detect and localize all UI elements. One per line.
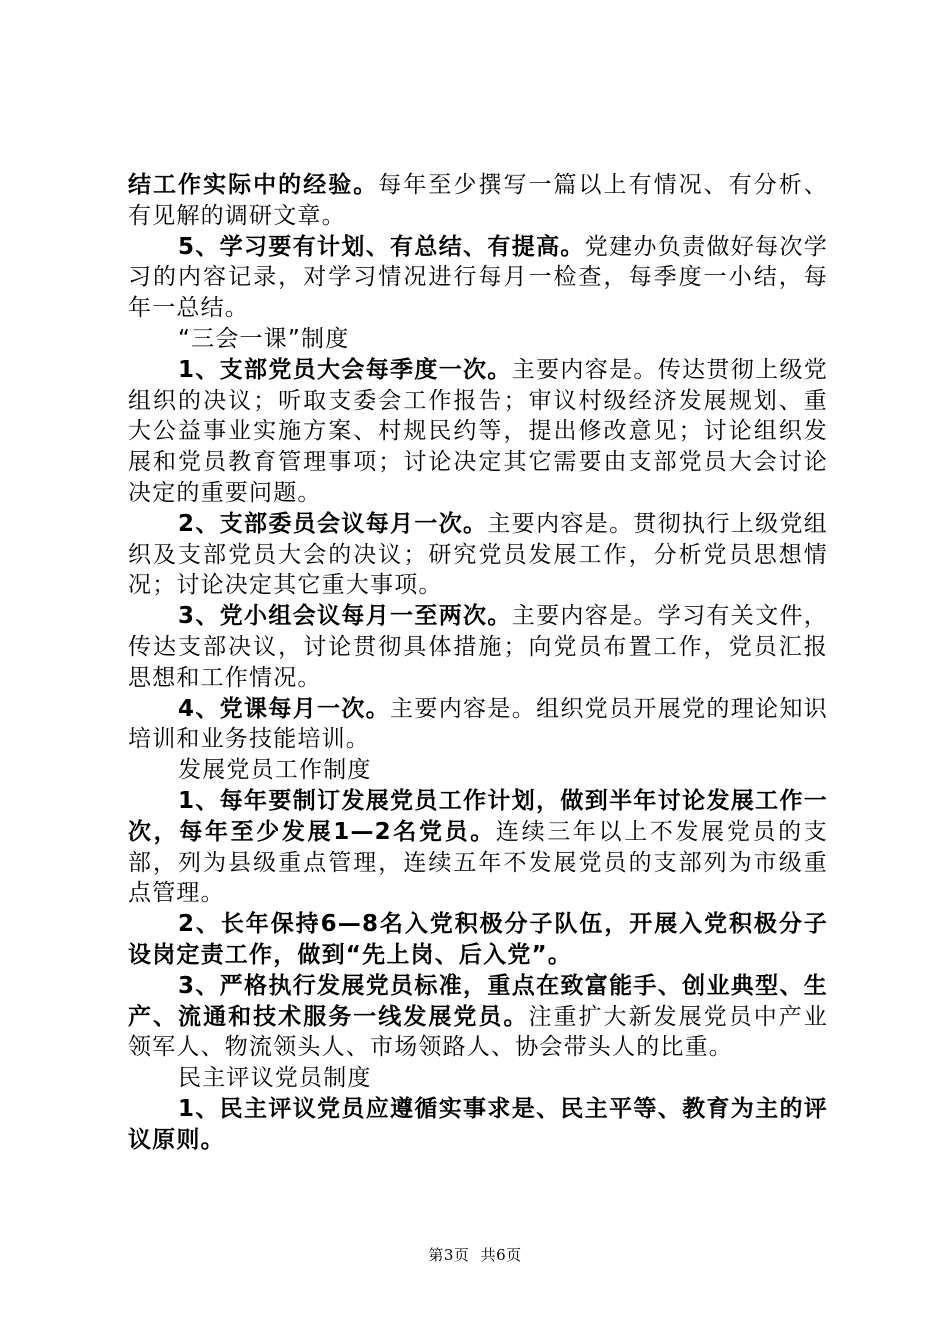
body-paragraph bbox=[128, 355, 828, 509]
paragraph-lead-bold: 2、支部委员会议每月一次。 bbox=[178, 510, 488, 537]
body-paragraph bbox=[128, 694, 828, 756]
body-paragraph bbox=[128, 601, 828, 693]
document-body bbox=[128, 170, 828, 1156]
page-total: 共6页 bbox=[480, 1246, 522, 1264]
body-paragraph bbox=[128, 909, 828, 971]
page-footer bbox=[0, 1244, 950, 1265]
section-heading: “三会一课”制度 bbox=[178, 325, 350, 352]
paragraph-text: 主要内容是。组织党员开展党的理论知识培训和业务技能培训。 bbox=[128, 695, 828, 753]
body-paragraph bbox=[128, 1094, 828, 1156]
paragraph-lead-bold: 3、党小组会议每月一至两次。 bbox=[178, 603, 512, 630]
paragraph-text: 注重扩大新发展党员中产业领军人、物流领头人、市场领路人、协会带头人的比重。 bbox=[128, 1003, 828, 1061]
paragraph-lead-bold: 1、支部党员大会每季度一次。 bbox=[178, 356, 512, 383]
paragraph-text: 主要内容是。学习有关文件，传达支部决议，讨论贯彻具体措施；向党员布置工作，党员汇报思想和工作情况。 bbox=[128, 603, 828, 691]
paragraph-lead-bold: 1、每年要制订发展党员工作计划，做到半年讨论发展工作一次，每年至少发展1—2名党员。 bbox=[128, 787, 828, 845]
body-paragraph bbox=[128, 971, 828, 1063]
paragraph-lead-bold: 5、学习要有计划、有总结、有提高。 bbox=[178, 233, 585, 260]
body-paragraph bbox=[128, 786, 828, 909]
section-heading: 发展党员工作制度 bbox=[178, 757, 372, 784]
section-heading: 民主评议党员制度 bbox=[178, 1065, 372, 1092]
paragraph-lead-bold: 结工作实际中的经验。 bbox=[128, 172, 379, 198]
paragraph-lead-bold: 4、党课每月一次。 bbox=[178, 695, 391, 722]
page-number: 第3页 bbox=[428, 1246, 470, 1264]
paragraph-lead-bold: 2、长年保持6—8名入党积极分子队伍，开展入党积极分子设岗定责工作，做到“先上岗、后入党”。 bbox=[128, 911, 828, 968]
body-paragraph bbox=[128, 232, 828, 324]
paragraph-text: 主要内容是。贯彻执行上级党组织及支部党员大会的决议；研究党员发展工作，分析党员思想情况；讨论决定其它重大事项。 bbox=[128, 510, 828, 599]
paragraph-text: 每年至少撰写一篇以上有情况、有分析、有见解的调研文章。 bbox=[128, 172, 828, 229]
paragraph-text: 主要内容是。传达贯彻上级党组织的决议；听取支委会工作报告；审议村级经济发展规划、重大公益事业实施方案、村规民约等，提出修改意见；讨论组织发展和党员教育管理事项；讨论决定其它需要由支部党员大会讨论决定的重要问题。 bbox=[128, 356, 828, 506]
paragraph-text: 党建办负责做好每次学习的内容记录，对学习情况进行每月一检查，每季度一小结，每年一总结。 bbox=[128, 233, 829, 322]
body-paragraph bbox=[128, 509, 828, 601]
paragraph-lead-bold: 3、严格执行发展党员标准，重点在致富能手、创业典型、生产、流通和技术服务一线发展党员。 bbox=[128, 972, 828, 1030]
paragraph-text: 连续三年以上不发展党员的支部，列为县级重点管理，连续五年不发展党员的支部列为市级重点管理。 bbox=[128, 818, 828, 907]
body-paragraph bbox=[128, 170, 828, 232]
paragraph-lead-bold: 1、民主评议党员应遵循实事求是、民主平等、教育为主的评议原则。 bbox=[128, 1095, 828, 1153]
